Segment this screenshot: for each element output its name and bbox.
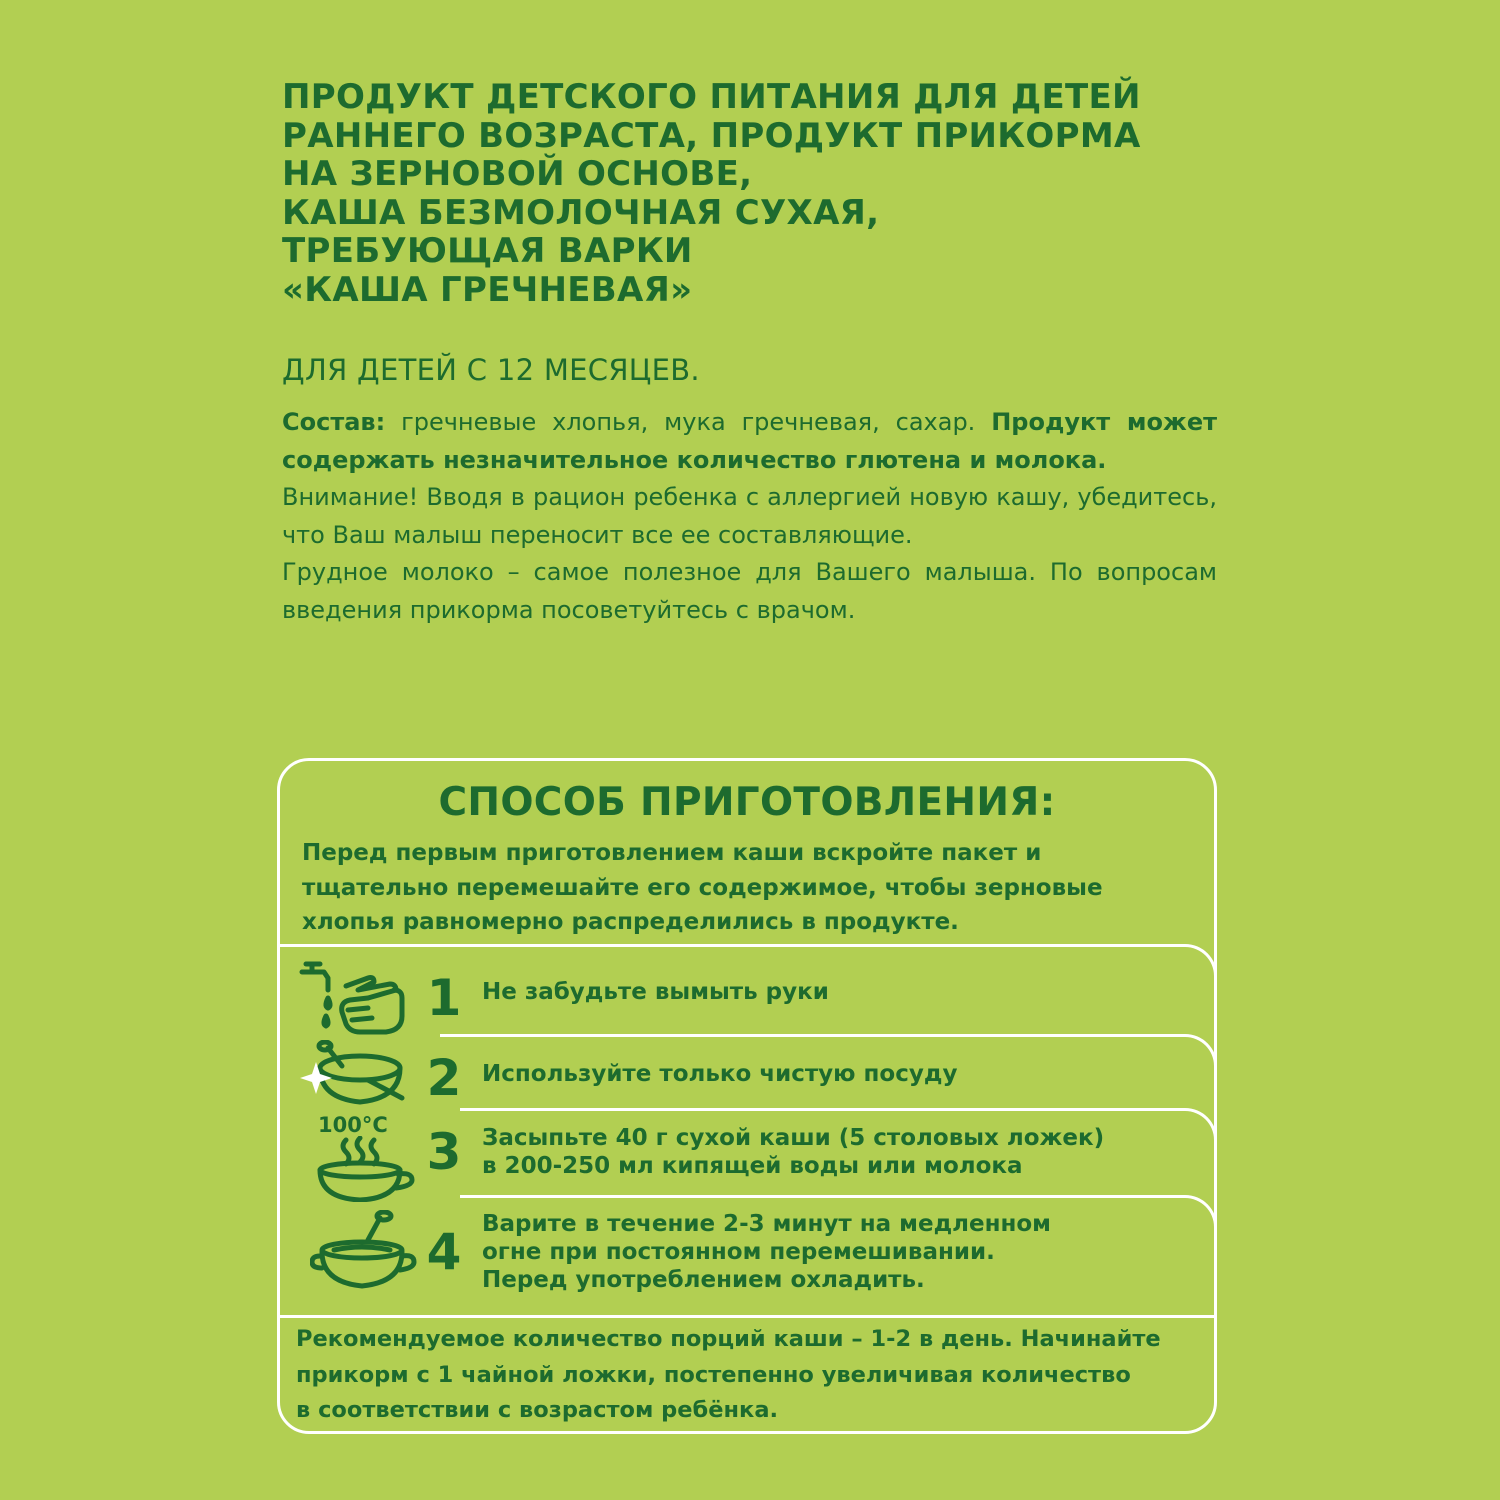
method-intro [302, 836, 1190, 940]
step-number-4: 4 [426, 1223, 462, 1281]
footer-line: Рекомендуемое количество порций каши – 1-2 в день. Начинайте [296, 1326, 1161, 1352]
footer-line: в соответствии с возрастом ребёнка. [296, 1397, 779, 1423]
step-4-line: Перед употреблением охладить. [482, 1267, 925, 1293]
composition-block [282, 404, 1217, 629]
wash-hands-icon [298, 960, 412, 1036]
intro-line: тщательно перемешайте его содержимое, чтобы зерновые [302, 874, 1103, 901]
intro-line: Перед первым приготовлением каши вскройте пакет и [302, 840, 1042, 866]
allergy-note: Внимание! Вводя в рацион ребенка с аллергией новую кашу, убедитесь, что Ваш малыш переносит все ее составляющие. [282, 483, 1217, 549]
step-2-line: Используйте только чистую посуду [482, 1061, 958, 1087]
step-3-line: в 200-250 мл кипящей воды или молока [482, 1153, 1023, 1179]
title-line: ПРОДУКТ ДЕТСКОГО ПИТАНИЯ ДЛЯ ДЕТЕЙ [282, 77, 1141, 117]
step-4-line: огне при постоянном перемешивании. [482, 1239, 995, 1265]
allergen-warning: Продукт может содержать незначительное количество глютена и молока. [282, 408, 1218, 474]
title-line: ТРЕБУЮЩАЯ ВАРКИ [282, 231, 693, 271]
step-4-line: Варите в течение 2-3 минут на медленном [482, 1211, 1051, 1237]
method-title: СПОСОБ ПРИГОТОВЛЕНИЯ: [438, 780, 1056, 825]
breastmilk-note: Грудное молоко – самое полезное для Вашего малыша. По вопросам введения прикорма посоветуйтесь с врачом. [282, 558, 1217, 624]
footer-divider [277, 1315, 1217, 1318]
step-number-3: 3 [426, 1123, 462, 1181]
footer-line: прикорм с 1 чайной ложки, постепенно увеличивая количество [296, 1361, 1131, 1388]
step-number-2: 2 [426, 1049, 462, 1107]
composition-label: Состав: [282, 408, 386, 436]
title-line: НА ЗЕРНОВОЙ ОСНОВЕ, [282, 154, 753, 194]
step-1-line: Не забудьте вымыть руки [482, 979, 829, 1005]
cooking-pot-icon [310, 1210, 422, 1292]
step-number-1: 1 [426, 969, 462, 1027]
step-text-1 [482, 978, 829, 1006]
composition-paragraph [282, 404, 1217, 479]
age-recommendation: ДЛЯ ДЕТЕЙ С 12 МЕСЯЦЕВ. [282, 353, 700, 387]
title-line: «КАША ГРЕЧНЕВАЯ» [282, 269, 693, 310]
composition-text: гречневые хлопья, мука гречневая, сахар. [385, 408, 992, 436]
product-title [282, 78, 1262, 309]
boiling-pot-icon [310, 1136, 420, 1202]
temperature-label: 100°C [318, 1113, 388, 1137]
title-line: КАША БЕЗМОЛОЧНАЯ СУХАЯ, [282, 192, 880, 233]
serving-recommendation [296, 1322, 1196, 1429]
title-line: РАННЕГО ВОЗРАСТА, ПРОДУКТ ПРИКОРМА [282, 115, 1141, 156]
clean-bowl-icon [298, 1040, 410, 1110]
step-text-2 [482, 1060, 957, 1088]
step-3-line: Засыпьте 40 г сухой каши (5 столовых ложек) [482, 1125, 1105, 1151]
step-text-4 [482, 1210, 1051, 1294]
step-text-3 [482, 1124, 1104, 1180]
intro-line: хлопья равномерно распределились в продукте. [302, 909, 959, 935]
